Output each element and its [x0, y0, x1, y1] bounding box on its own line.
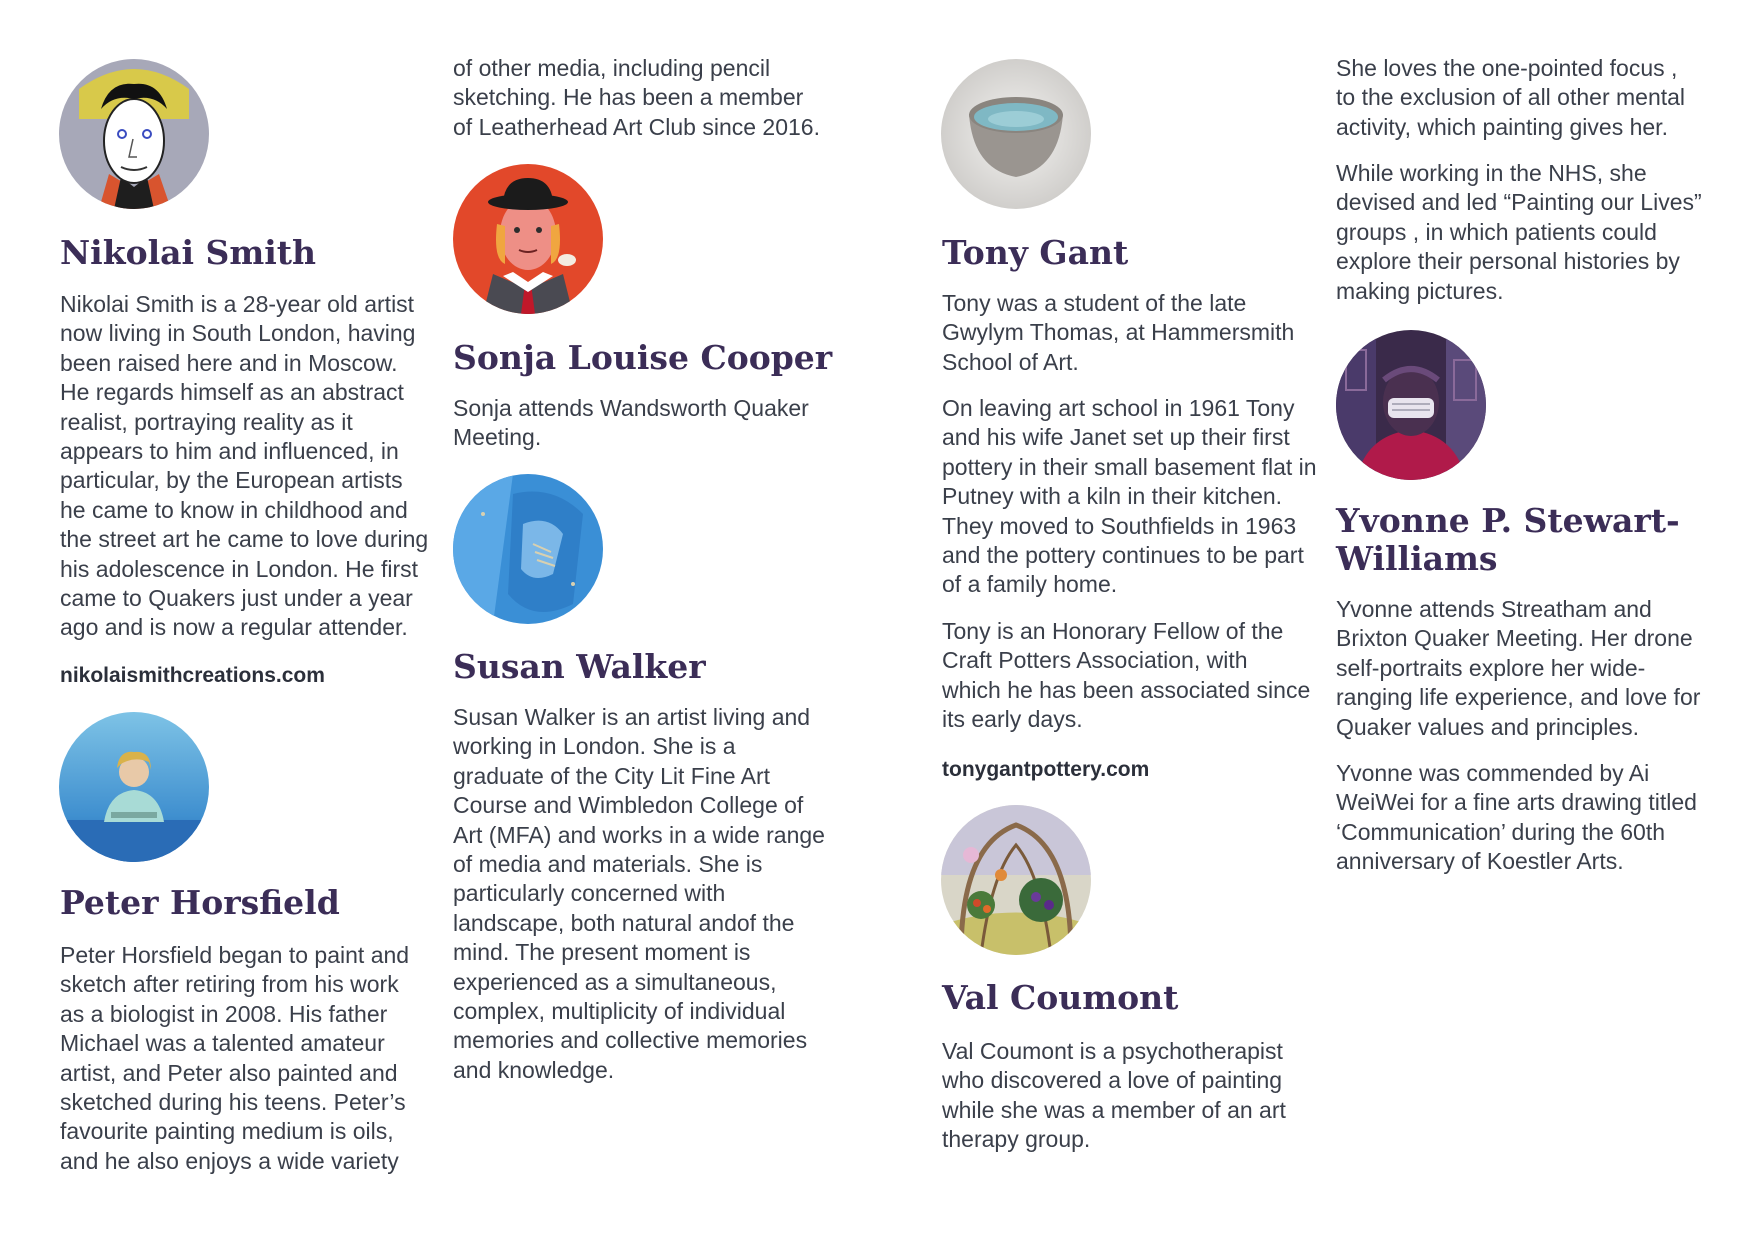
- artist-bio-peter-horsfield: Peter Horsfield began to paint and sketch after retiring from his work as a biologist in 2008. His father Michael was a talented amateur artist, and Peter also painted and sketched during his teens. Peter’s favourite painting medium is oils, and he also enjoys a wide variety: [60, 942, 410, 1174]
- artist-name-peter-horsfield: Peter Horsfield: [60, 883, 340, 922]
- artist-bio-tony-gant-1: Tony was a student of the late Gwylym Thomas, at Hammersmith School of Art.: [942, 290, 1295, 375]
- artist-bio-val-coumont-continued-2: While working in the NHS, she devised and led “Painting our Lives” groups , in which patients could explore their personal histories by making pictures.: [1336, 160, 1702, 304]
- artist-name-yvonne-stewart-williams: [1336, 502, 1680, 578]
- susan-walker-artwork: [453, 474, 603, 624]
- tony-gant-bowl: [941, 59, 1091, 209]
- yvonne-stewart-williams-portrait: [1336, 330, 1486, 480]
- sonja-louise-cooper-portrait: [453, 164, 603, 314]
- artist-bio-sonja-louise-cooper: Sonja attends Wandsworth Quaker Meeting.: [453, 395, 809, 451]
- peter-horsfield-portrait: [59, 712, 209, 862]
- nikolai-website-link[interactable]: nikolaismithcreations.com: [60, 664, 325, 687]
- artist-name-sonja-louise-cooper: Sonja Louise Cooper: [453, 338, 833, 377]
- artist-name-nikolai-smith: Nikolai Smith: [60, 233, 317, 272]
- artist-name-line-1: Yvonne P. Stewart-: [1336, 501, 1680, 540]
- artist-bio-yvonne-1: Yvonne attends Streatham and Brixton Quaker Meeting. Her drone self-portraits explore her wide-ranging life experience, and love for Quaker values and principles.: [1336, 596, 1701, 740]
- artist-bio-yvonne-2: Yvonne was commended by Ai WeiWei for a fine arts drawing titled ‘Communication’ during the 60th anniversary of Koestler Arts.: [1336, 760, 1697, 875]
- val-coumont-artwork: [941, 805, 1091, 955]
- artist-bio-peter-horsfield-continued: of other media, including pencil sketching. He has been a member of Leatherhead Art Club since 2016.: [453, 55, 820, 140]
- artist-name-susan-walker: Susan Walker: [453, 647, 706, 686]
- artist-name-tony-gant: Tony Gant: [942, 233, 1129, 272]
- artist-bio-val-coumont-continued-1: She loves the one-pointed focus , to the exclusion of all other mental activity, which painting gives her.: [1336, 55, 1686, 140]
- nikolai-smith-portrait: [59, 59, 209, 209]
- artist-bio-susan-walker: Susan Walker is an artist living and working in London. She is a graduate of the City Lit Fine Art Course and Wimbledon College of Art (MFA) and works in a wide range of media and materials. She is particularly concerned with landscape, both natural andof the mind. The present moment is experienced as a simultaneous, complex, multiplicity of individual memories and collective memories and knowledge.: [453, 704, 825, 1083]
- artist-name-val-coumont: Val Coumont: [942, 978, 1179, 1017]
- artist-bio-tony-gant-2: On leaving art school in 1961 Tony and his wife Janet set up their first pottery in their small basement flat in Putney with a kiln in their kitchen. They moved to Southfields in 1963 and the pottery continues to be part of a family home.: [942, 395, 1317, 598]
- artist-name-line-2: Williams: [1336, 539, 1498, 578]
- artist-bio-tony-gant-3: Tony is an Honorary Fellow of the Craft Potters Association, with which he has been associated since its early days.: [942, 618, 1311, 733]
- artist-bio-val-coumont: Val Coumont is a psychotherapist who discovered a love of painting while she was a member of an art therapy group.: [942, 1038, 1286, 1153]
- artist-bio-nikolai-smith: Nikolai Smith is a 28-year old artist now living in South London, having been raised here and in Moscow. He regards himself as an abstract realist, portraying reality as it appears to him and influenced, in particular, by the European artists he came to know in childhood and the street art he came to love during his adolescence in London. He first came to Quakers just under a year ago and is now a regular attender.: [60, 291, 429, 641]
- tony-website-link[interactable]: tonygantpottery.com: [942, 758, 1150, 781]
